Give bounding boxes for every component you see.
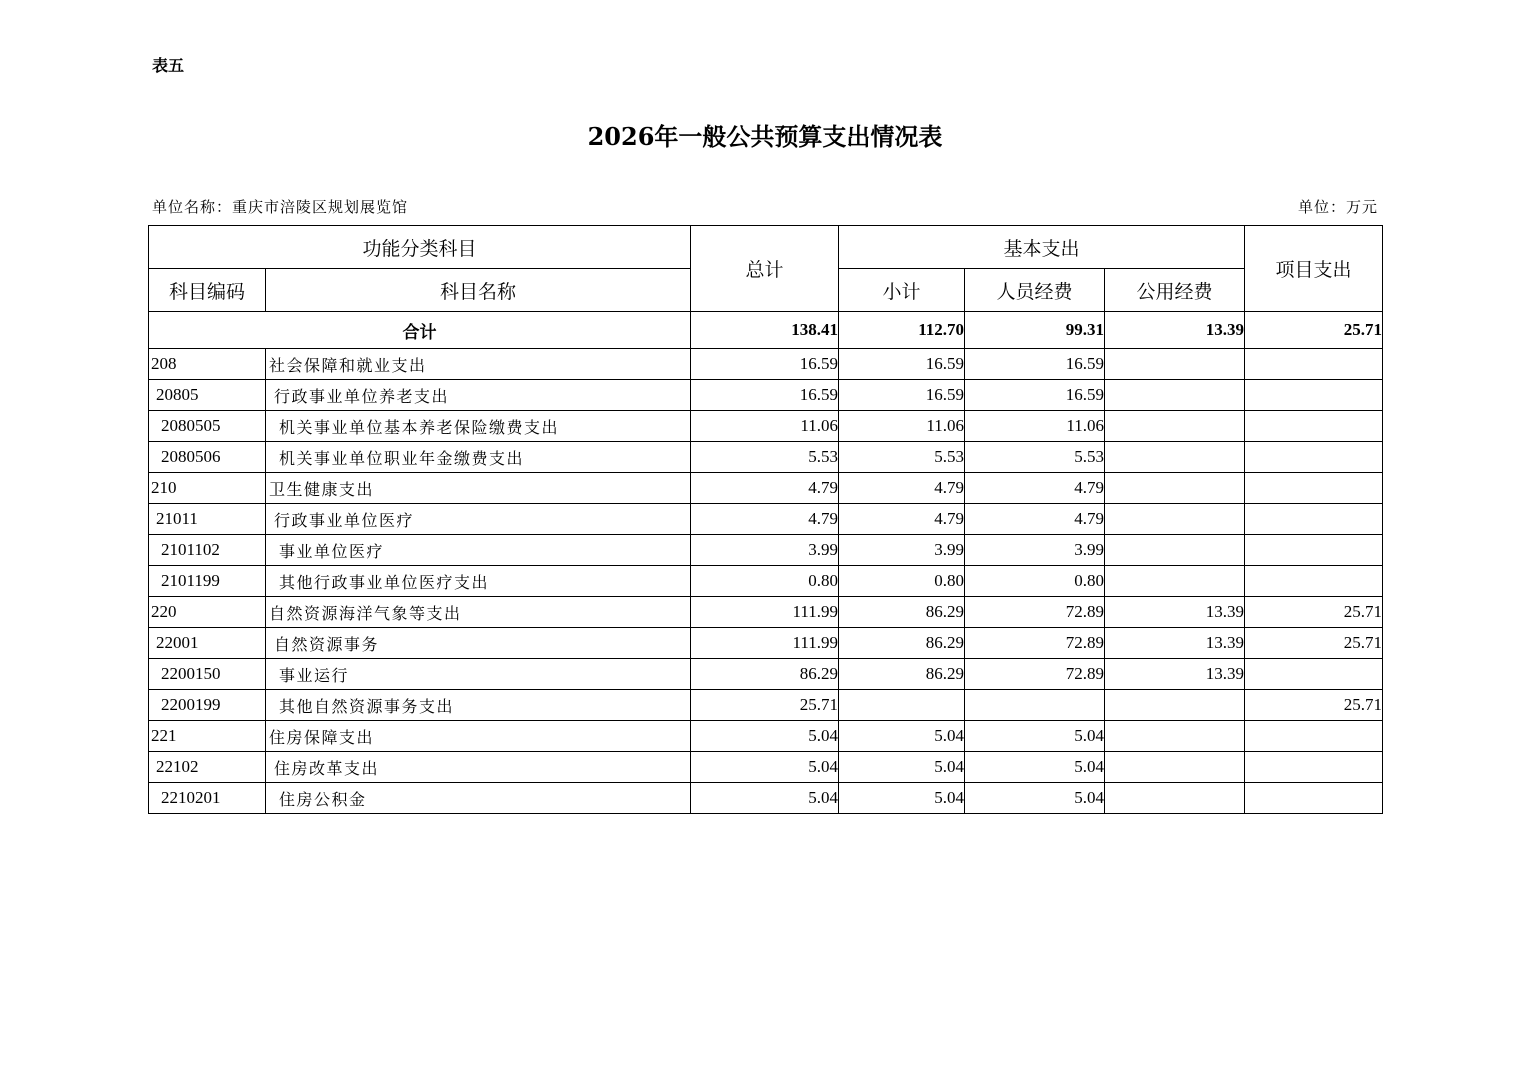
summary-row (149, 312, 1383, 349)
row-total: 5.04 (691, 721, 839, 752)
row-code: 210 (149, 473, 266, 504)
row-code: 22102 (149, 752, 266, 783)
row-code: 2080505 (149, 411, 266, 442)
row-total: 16.59 (691, 380, 839, 411)
row-total: 5.04 (691, 752, 839, 783)
row-subtotal: 5.04 (839, 752, 965, 783)
currency-unit: 单位：万元 (1297, 198, 1378, 216)
row-subtotal: 0.80 (839, 566, 965, 597)
row-project (1245, 659, 1383, 690)
row-total: 0.80 (691, 566, 839, 597)
row-public (1105, 380, 1245, 411)
row-personnel: 16.59 (965, 349, 1105, 380)
row-code: 2101199 (149, 566, 266, 597)
row-personnel: 4.79 (965, 473, 1105, 504)
table-row (149, 411, 1383, 442)
row-total: 11.06 (691, 411, 839, 442)
row-total: 4.79 (691, 504, 839, 535)
row-public (1105, 442, 1245, 473)
row-personnel: 72.89 (965, 597, 1105, 628)
header-basic: 基本支出 (839, 226, 1245, 269)
summary-label: 合计 (149, 312, 691, 349)
row-project (1245, 473, 1383, 504)
row-subtotal: 86.29 (839, 628, 965, 659)
row-subtotal: 11.06 (839, 411, 965, 442)
row-total: 3.99 (691, 535, 839, 566)
table-row (149, 659, 1383, 690)
row-personnel: 5.53 (965, 442, 1105, 473)
row-subtotal: 3.99 (839, 535, 965, 566)
row-public (1105, 349, 1245, 380)
row-project (1245, 566, 1383, 597)
header-subtotal: 小计 (839, 269, 965, 312)
row-code: 20805 (149, 380, 266, 411)
row-personnel: 5.04 (965, 721, 1105, 752)
table-row (149, 628, 1383, 659)
row-code: 208 (149, 349, 266, 380)
table-row (149, 783, 1383, 814)
page-title: 2026年一般公共预算支出情况表 (587, 122, 943, 151)
row-public: 13.39 (1105, 628, 1245, 659)
row-public (1105, 535, 1245, 566)
row-subtotal (839, 690, 965, 721)
row-code: 221 (149, 721, 266, 752)
row-name: 卫生健康支出 (266, 473, 691, 504)
row-project: 25.71 (1245, 628, 1383, 659)
unit-name: 单位名称：重庆市涪陵区规划展览馆 (152, 198, 409, 216)
row-subtotal: 4.79 (839, 504, 965, 535)
row-project: 25.71 (1245, 690, 1383, 721)
table-row (149, 442, 1383, 473)
row-subtotal: 86.29 (839, 659, 965, 690)
row-public (1105, 566, 1245, 597)
row-public (1105, 752, 1245, 783)
row-personnel: 4.79 (965, 504, 1105, 535)
row-subtotal: 86.29 (839, 597, 965, 628)
row-project (1245, 442, 1383, 473)
row-total: 111.99 (691, 597, 839, 628)
row-project (1245, 504, 1383, 535)
header-total: 总计 (691, 226, 839, 312)
row-subtotal: 16.59 (839, 380, 965, 411)
summary-subtotal: 112.70 (839, 312, 965, 349)
row-name: 其他行政事业单位医疗支出 (266, 566, 691, 597)
budget-table (148, 225, 1383, 814)
table-row (149, 473, 1383, 504)
row-public (1105, 504, 1245, 535)
row-project (1245, 535, 1383, 566)
row-personnel: 5.04 (965, 752, 1105, 783)
row-subtotal: 5.04 (839, 783, 965, 814)
row-name: 机关事业单位基本养老保险缴费支出 (266, 411, 691, 442)
table-row (149, 566, 1383, 597)
row-name: 事业运行 (266, 659, 691, 690)
row-name: 住房公积金 (266, 783, 691, 814)
row-project: 25.71 (1245, 597, 1383, 628)
row-public (1105, 783, 1245, 814)
row-name: 行政事业单位医疗 (266, 504, 691, 535)
row-public: 13.39 (1105, 659, 1245, 690)
row-name: 机关事业单位职业年金缴费支出 (266, 442, 691, 473)
table-row (149, 504, 1383, 535)
header-project: 项目支出 (1245, 226, 1383, 312)
table-row (149, 752, 1383, 783)
row-project (1245, 752, 1383, 783)
table-row (149, 597, 1383, 628)
row-code: 22001 (149, 628, 266, 659)
row-subtotal: 4.79 (839, 473, 965, 504)
row-code: 2210201 (149, 783, 266, 814)
summary-public: 13.39 (1105, 312, 1245, 349)
row-public (1105, 690, 1245, 721)
header-name: 科目名称 (266, 269, 691, 312)
row-code: 2101102 (149, 535, 266, 566)
row-name: 行政事业单位养老支出 (266, 380, 691, 411)
row-public: 13.39 (1105, 597, 1245, 628)
row-subtotal: 5.53 (839, 442, 965, 473)
row-subtotal: 16.59 (839, 349, 965, 380)
row-total: 111.99 (691, 628, 839, 659)
table-row (149, 690, 1383, 721)
table-row (149, 721, 1383, 752)
row-name: 社会保障和就业支出 (266, 349, 691, 380)
row-project (1245, 380, 1383, 411)
row-code: 2200150 (149, 659, 266, 690)
row-personnel: 0.80 (965, 566, 1105, 597)
row-total: 5.53 (691, 442, 839, 473)
table-row (149, 535, 1383, 566)
row-personnel: 5.04 (965, 783, 1105, 814)
row-name: 住房改革支出 (266, 752, 691, 783)
header-code: 科目编码 (149, 269, 266, 312)
row-personnel: 3.99 (965, 535, 1105, 566)
row-name: 事业单位医疗 (266, 535, 691, 566)
table-row (149, 349, 1383, 380)
row-code: 2200199 (149, 690, 266, 721)
summary-personnel: 99.31 (965, 312, 1105, 349)
row-personnel: 72.89 (965, 659, 1105, 690)
table-number: 表五 (152, 56, 185, 75)
row-personnel: 72.89 (965, 628, 1105, 659)
row-project (1245, 721, 1383, 752)
row-project (1245, 411, 1383, 442)
row-code: 2080506 (149, 442, 266, 473)
table-row (149, 380, 1383, 411)
row-public (1105, 721, 1245, 752)
header-public: 公用经费 (1105, 269, 1245, 312)
row-personnel: 11.06 (965, 411, 1105, 442)
row-code: 21011 (149, 504, 266, 535)
row-name: 住房保障支出 (266, 721, 691, 752)
header-category: 功能分类科目 (149, 226, 691, 269)
row-total: 5.04 (691, 783, 839, 814)
row-total: 16.59 (691, 349, 839, 380)
row-public (1105, 473, 1245, 504)
row-total: 4.79 (691, 473, 839, 504)
row-code: 220 (149, 597, 266, 628)
summary-total: 138.41 (691, 312, 839, 349)
row-subtotal: 5.04 (839, 721, 965, 752)
row-project (1245, 349, 1383, 380)
row-name: 自然资源事务 (266, 628, 691, 659)
row-total: 86.29 (691, 659, 839, 690)
summary-project: 25.71 (1245, 312, 1383, 349)
row-name: 其他自然资源事务支出 (266, 690, 691, 721)
row-name: 自然资源海洋气象等支出 (266, 597, 691, 628)
row-personnel: 16.59 (965, 380, 1105, 411)
row-public (1105, 411, 1245, 442)
row-project (1245, 783, 1383, 814)
row-total: 25.71 (691, 690, 839, 721)
header-personnel: 人员经费 (965, 269, 1105, 312)
row-personnel (965, 690, 1105, 721)
